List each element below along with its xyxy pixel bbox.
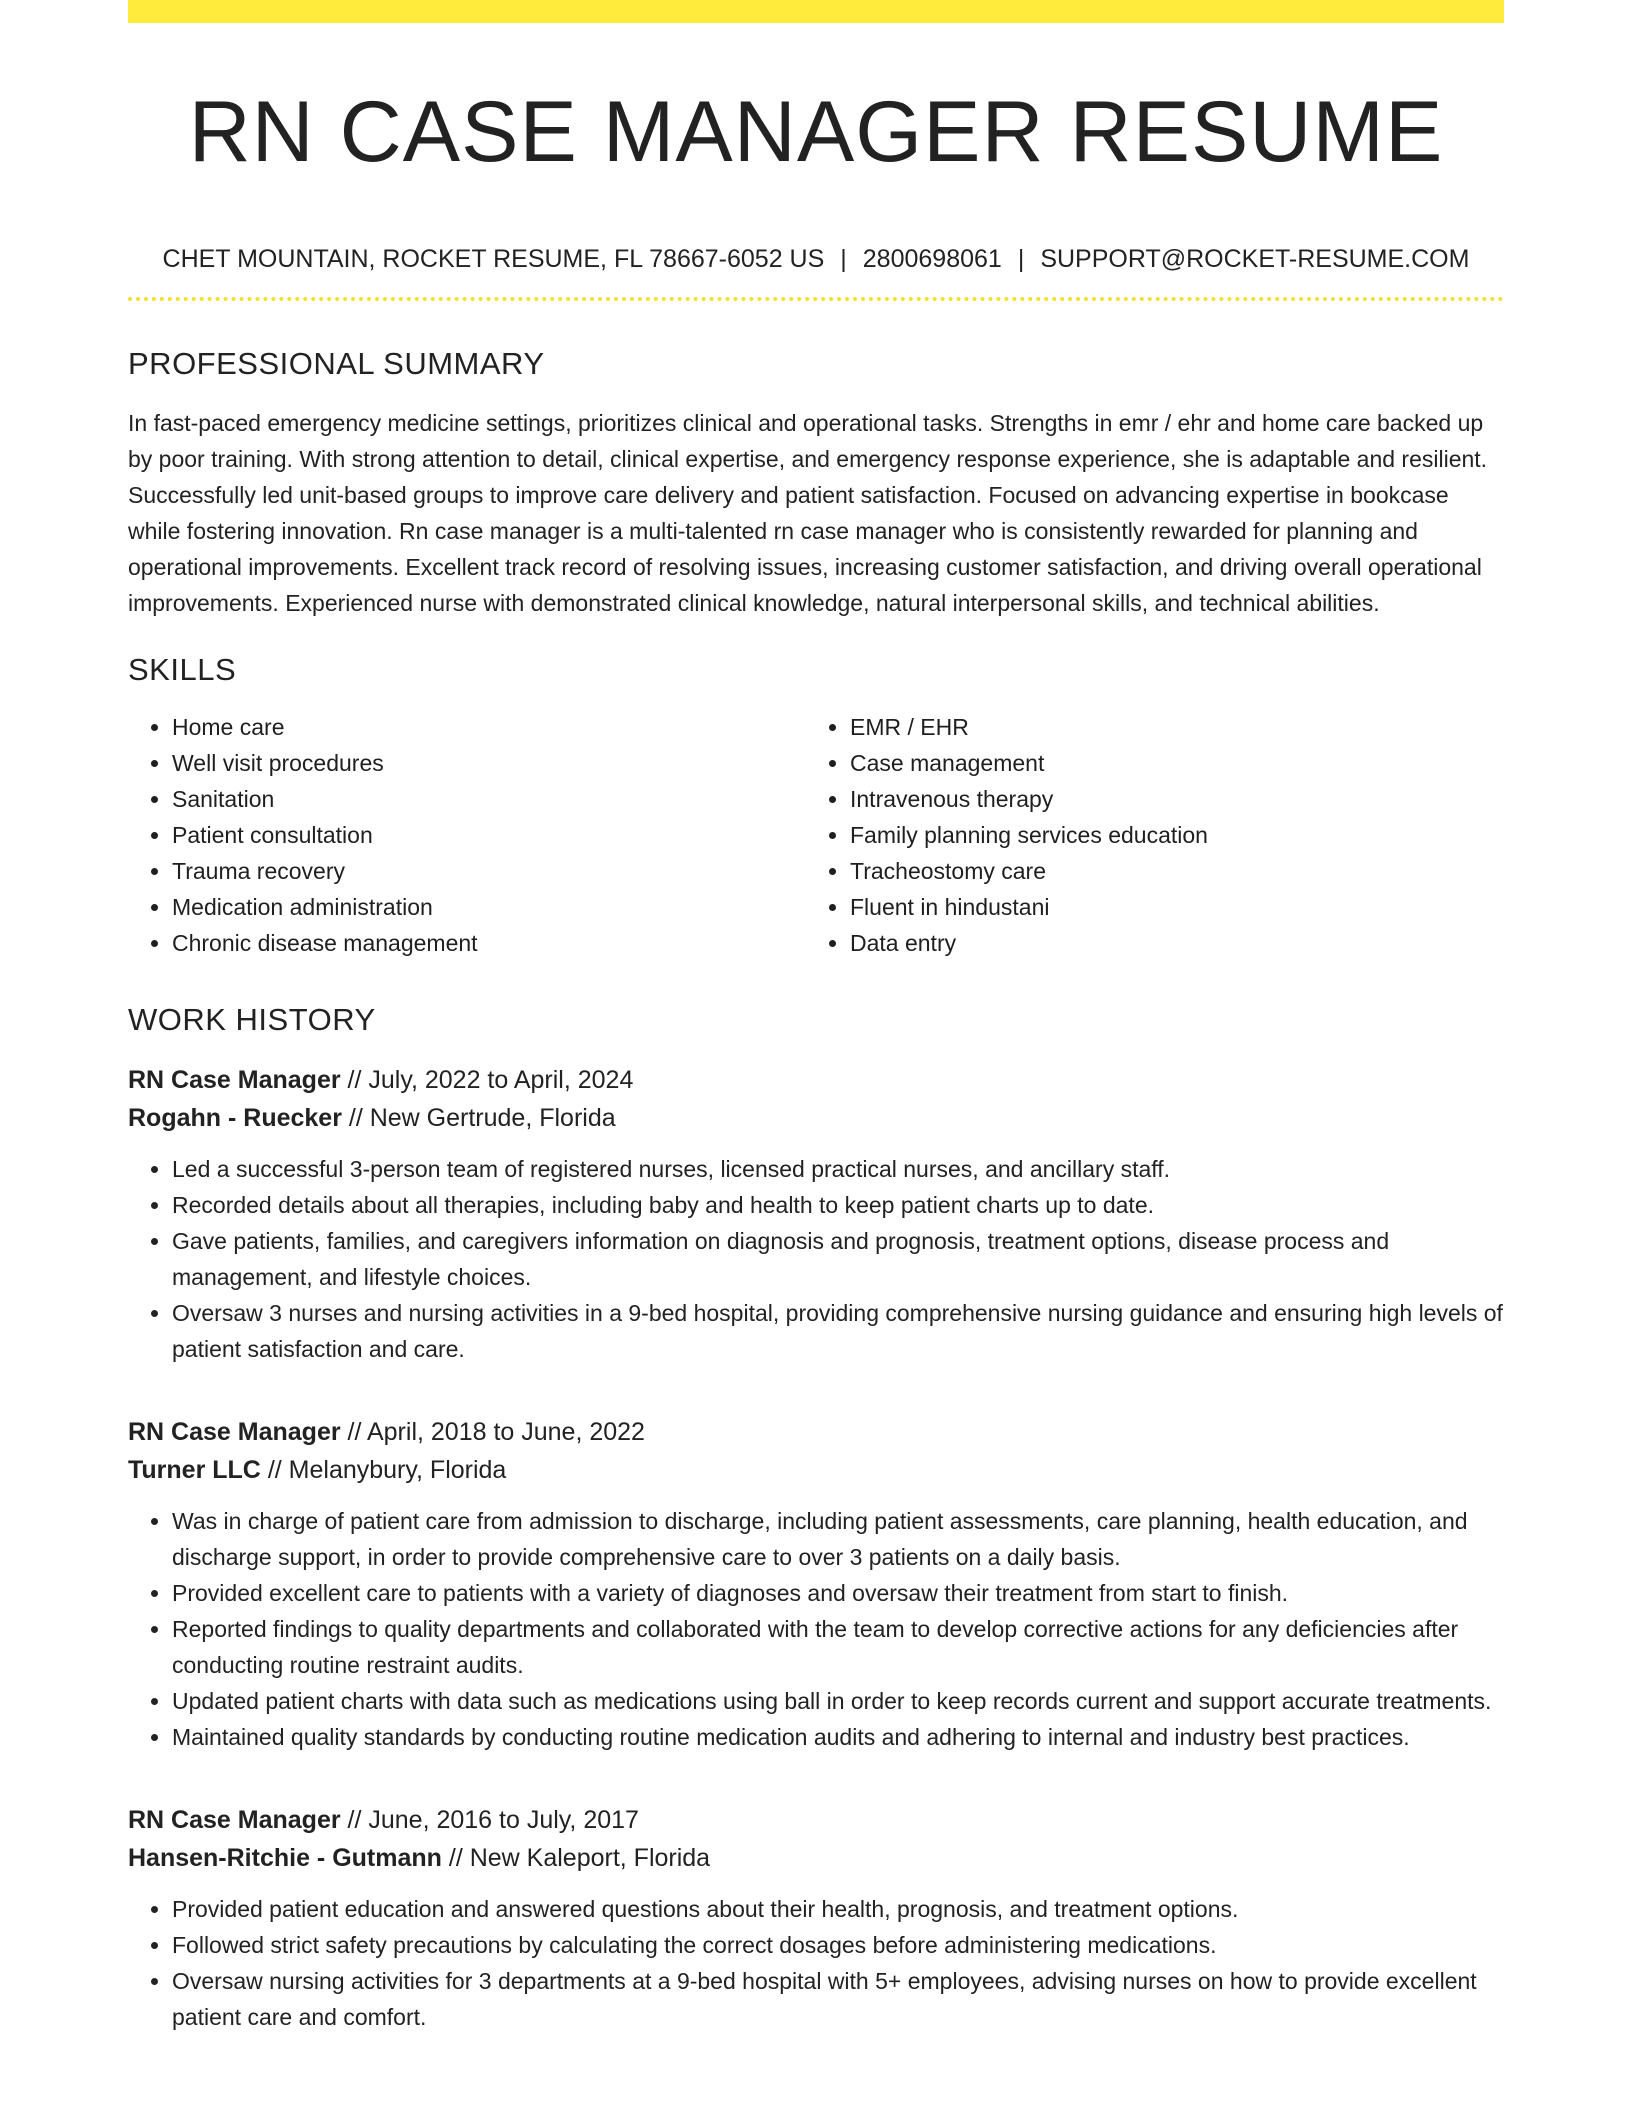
- accent-top-bar: [128, 0, 1504, 23]
- job-bullet: • Was in charge of patient care from admission to discharge, including patient assessments, care planning, health education, and discharge support, in order to provide comprehensive care to over 3 patients on a daily basis.: [172, 1503, 1504, 1575]
- job-dates: // July, 2022 to April, 2024: [340, 1066, 634, 1094]
- skills-heading: SKILLS: [128, 652, 237, 687]
- job-company-line: [128, 1839, 1504, 1877]
- job-company: Rogahn - Ruecker: [128, 1104, 342, 1132]
- job-bullets: [128, 1891, 1504, 2035]
- job-title-line: [128, 1413, 1504, 1451]
- skill-item: • Trauma recovery: [172, 853, 806, 889]
- skill-item: • Tracheostomy care: [850, 853, 1484, 889]
- resume-page: [128, 0, 1504, 2035]
- job-title: RN Case Manager: [128, 1066, 341, 1094]
- job-dates: // April, 2018 to June, 2022: [340, 1418, 645, 1446]
- job-bullet: • Recorded details about all therapies, including baby and health to keep patient charts up to date.: [172, 1187, 1504, 1223]
- skill-item: • Data entry: [850, 925, 1484, 961]
- job-bullet: • Followed strict safety precautions by calculating the correct dosages before administering medications.: [172, 1927, 1504, 1963]
- contact-email: SUPPORT@ROCKET-RESUME.COM: [1040, 245, 1470, 273]
- contact-separator: |: [840, 245, 847, 273]
- job-company: Hansen-Ritchie - Gutmann: [128, 1844, 442, 1872]
- job-entry: [128, 1061, 1504, 1367]
- job-company: Turner LLC: [128, 1456, 261, 1484]
- job-bullet: • Provided patient education and answered questions about their health, prognosis, and treatment options.: [172, 1891, 1504, 1927]
- contact-info: [128, 244, 1504, 274]
- skill-item: • Case management: [850, 745, 1484, 781]
- job-bullet: • Provided excellent care to patients with a variety of diagnoses and oversaw their treatment from start to finish.: [172, 1575, 1504, 1611]
- skill-item: • Patient consultation: [172, 817, 806, 853]
- contact-address: CHET MOUNTAIN, ROCKET RESUME, FL 78667-6052 US: [162, 245, 825, 273]
- job-location: // New Gertrude, Florida: [341, 1104, 616, 1132]
- job-bullet: • Oversaw nursing activities for 3 departments at a 9-bed hospital with 5+ employees, advising nurses on how to provide excellent patient care and comfort.: [172, 1963, 1504, 2035]
- summary-heading: PROFESSIONAL SUMMARY: [128, 346, 545, 381]
- job-bullets: [128, 1151, 1504, 1367]
- job-bullet: • Gave patients, families, and caregivers information on diagnosis and prognosis, treatment options, disease process and management, and lifestyle choices.: [172, 1223, 1504, 1295]
- job-bullet: • Updated patient charts with data such as medications using ball in order to keep records current and support accurate treatments.: [172, 1683, 1504, 1719]
- resume-title: RN CASE MANAGER RESUME: [188, 84, 1444, 180]
- work-history-heading: WORK HISTORY: [128, 1002, 376, 1037]
- contact-separator: |: [1017, 245, 1025, 273]
- skill-item: • Medication administration: [172, 889, 806, 925]
- skill-item: • Well visit procedures: [172, 745, 806, 781]
- skill-item: • EMR / EHR: [850, 709, 1484, 745]
- job-entry: [128, 1801, 1504, 2035]
- summary-text: In fast-paced emergency medicine settings, prioritizes clinical and operational tasks. Strengths in emr / ehr and home care backed up by poor training. With strong attention to detail, clinical expertise, and emergency response experience, she is adaptable and resilient. Successfully led unit-based groups to improve care delivery and patient satisfaction. Focused on advancing expertise in bookcase while fostering innovation. Rn case manager is a multi-talented rn case manager who is consistently rewarded for planning and operational improvements. Excellent track record of resolving issues, increasing customer satisfaction, and driving overall operational improvements. Experienced nurse with demonstrated clinical knowledge, natural interpersonal skills, and technical abilities.: [128, 410, 1488, 616]
- skills-column-right: [806, 709, 1484, 961]
- skill-item: • Chronic disease management: [172, 925, 806, 961]
- job-bullet: • Led a successful 3-person team of registered nurses, licensed practical nurses, and ancillary staff.: [172, 1151, 1504, 1187]
- job-company-line: [128, 1099, 1504, 1137]
- contact-phone: 2800698061: [862, 245, 1002, 273]
- skills-grid: [128, 709, 1504, 961]
- job-dates: // June, 2016 to July, 2017: [340, 1806, 639, 1834]
- skill-item: • Family planning services education: [850, 817, 1484, 853]
- job-bullet: • Maintained quality standards by conducting routine medication audits and adhering to internal and industry best practices.: [172, 1719, 1504, 1755]
- skill-item: • Sanitation: [172, 781, 806, 817]
- job-title: RN Case Manager: [128, 1418, 341, 1446]
- job-title: RN Case Manager: [128, 1806, 341, 1834]
- job-location: // Melanybury, Florida: [260, 1456, 507, 1484]
- skills-column-left: [128, 709, 806, 961]
- job-entry: [128, 1413, 1504, 1755]
- job-title-line: [128, 1061, 1504, 1099]
- job-title-line: [128, 1801, 1504, 1839]
- skill-item: • Home care: [172, 709, 806, 745]
- job-bullet: • Reported findings to quality departments and collaborated with the team to develop corrective actions for any deficiencies after conducting routine restraint audits.: [172, 1611, 1504, 1683]
- skill-item: • Intravenous therapy: [850, 781, 1484, 817]
- job-company-line: [128, 1451, 1504, 1489]
- job-bullets: [128, 1503, 1504, 1755]
- job-bullet: • Oversaw 3 nurses and nursing activities in a 9-bed hospital, providing comprehensive nursing guidance and ensuring high levels of patient satisfaction and care.: [172, 1295, 1504, 1367]
- skill-item: • Fluent in hindustani: [850, 889, 1484, 925]
- header-divider: [128, 297, 1504, 301]
- job-location: // New Kaleport, Florida: [441, 1844, 711, 1872]
